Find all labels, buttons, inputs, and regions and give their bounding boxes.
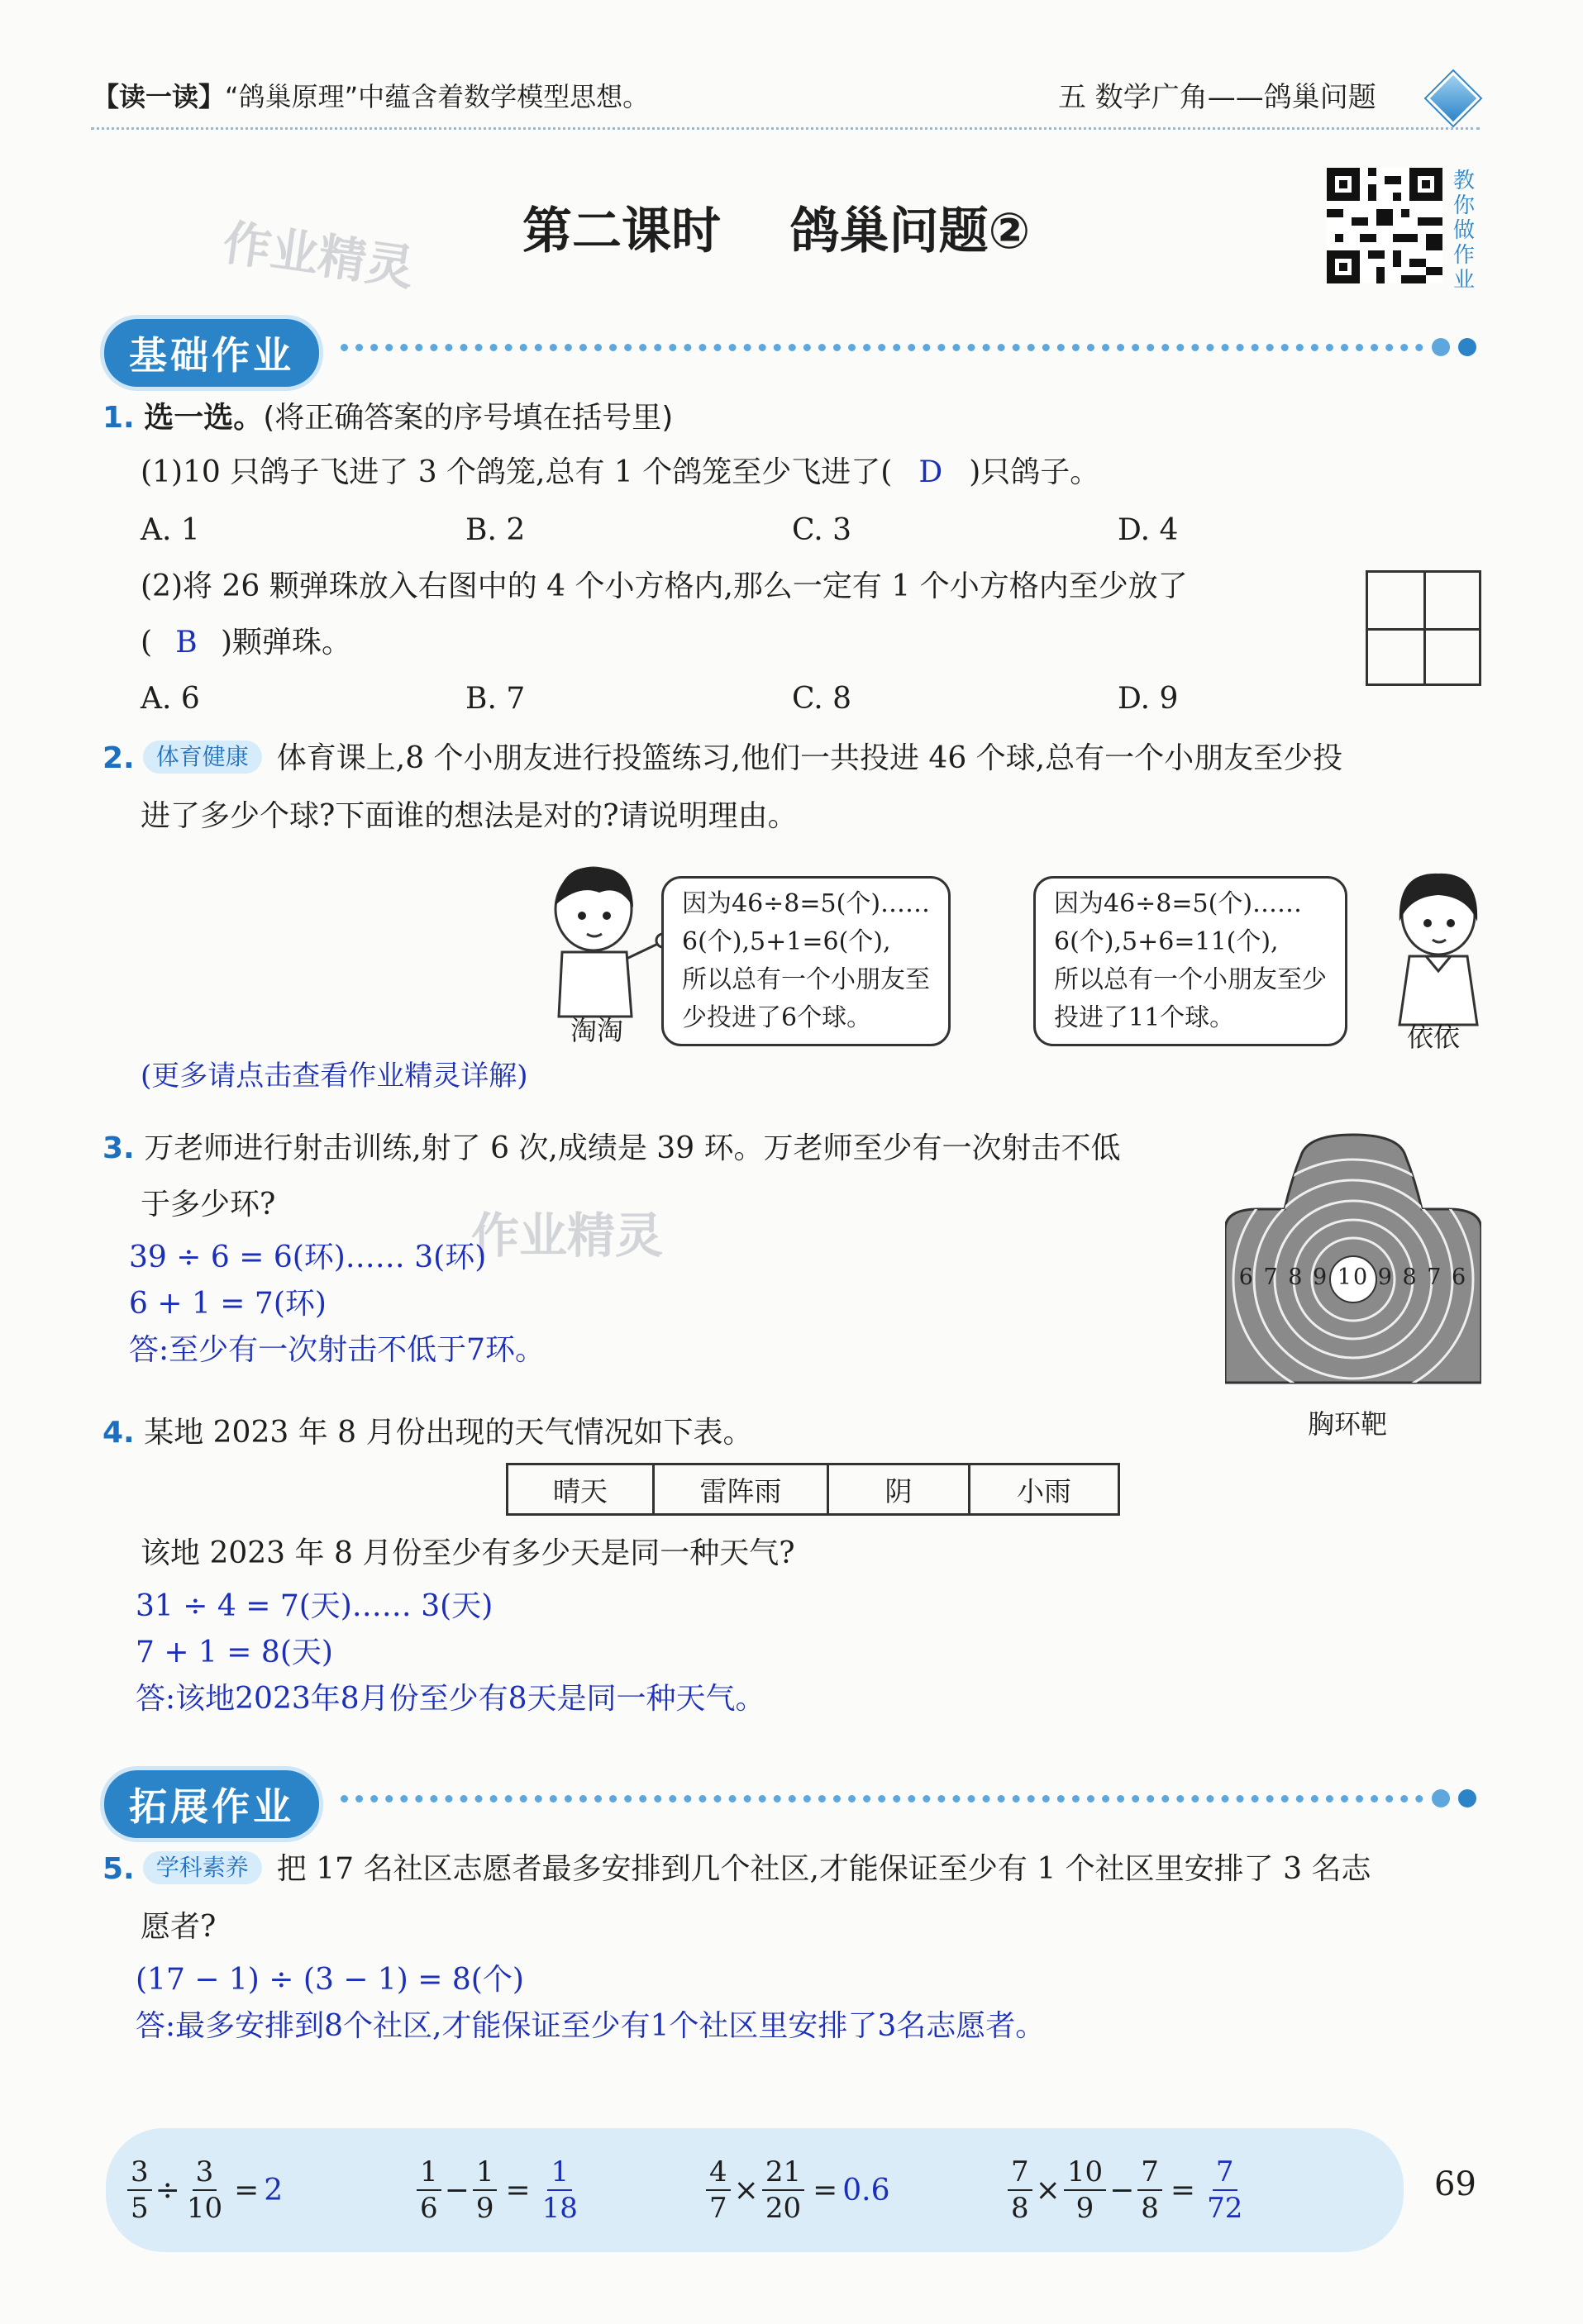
q3-line1 [103, 1131, 1121, 1166]
calc3-op: × [733, 2173, 759, 2207]
boy-name: 淘淘 [570, 1015, 624, 1046]
q1-number: 1. [103, 401, 135, 435]
calc2-ans-den: 18 [541, 2192, 578, 2225]
bubble1-line4: 少投进了6个球。 [682, 1003, 872, 1032]
weather-sunny: 晴天 [508, 1464, 654, 1515]
q1-sub2-line2 [141, 625, 351, 660]
target-caption: 胸环靶 [1308, 1408, 1388, 1440]
read-text: “鸽巢原理”中蕴含着数学模型思想。 [225, 81, 650, 112]
q5-text1: 把 17 名社区志愿者最多安排到几个社区,才能保证至少有 1 个社区里安排了 3 名志 [276, 1852, 1371, 1886]
bubble2-line4: 投进了11个球。 [1054, 1003, 1235, 1032]
calc4-c-den: 8 [1141, 2192, 1159, 2225]
bubble2-line1: 因为46÷8=5(个)…… [1054, 889, 1303, 918]
section-basic-dot [1432, 338, 1450, 356]
calc2-a-den: 6 [420, 2192, 438, 2225]
footer-calc-4 [1004, 2141, 1249, 2240]
calc4-op: × [1035, 2173, 1061, 2207]
q2-detail-link[interactable]: (更多请点击查看作业精灵详解) [141, 1060, 528, 1093]
calc2-eq: = [505, 2173, 531, 2207]
q1-sub1-before: (1)10 只鸽子飞进了 3 个鸽笼,总有 1 个鸽笼至少飞进了( [141, 455, 893, 489]
watermark-top: 作业精灵 [219, 214, 417, 297]
q4-text1: 某地 2023 年 8 月份出现的天气情况如下表。 [144, 1416, 753, 1450]
q5-number: 5. [103, 1852, 135, 1886]
section-extend: 拓展作业 [104, 1770, 319, 1838]
four-square-grid [1366, 570, 1481, 686]
boy-illustration [529, 860, 670, 1025]
q1-sub2-option-b[interactable]: B. 7 [465, 682, 526, 716]
bubble2-line2: 6(个),5+6=11(个), [1054, 927, 1279, 956]
header-divider [91, 127, 1480, 130]
calc1-b-num: 3 [193, 2158, 217, 2191]
section-basic-dot-end [1458, 338, 1476, 356]
chapter-title: 五 数学广角——鸽巢问题 [1058, 81, 1376, 114]
calc1-op: ÷ [155, 2173, 180, 2207]
q1-sub2-answer[interactable]: B [175, 626, 198, 660]
q4-answer1: 31 ÷ 4 = 7(天)…… 3(天) [136, 1589, 493, 1623]
girl-name: 依依 [1407, 1022, 1461, 1053]
q1-sub1-option-d[interactable]: D. 4 [1118, 513, 1179, 547]
q2-tag: 体育健康 [143, 741, 262, 774]
target-illustration [1225, 1131, 1481, 1387]
calc3-eq: = [813, 2173, 838, 2207]
section-basic: 基础作业 [104, 319, 319, 387]
q1-sub1-answer[interactable]: D [918, 455, 943, 489]
calc3-b-den: 20 [765, 2192, 802, 2225]
calc2-ans-num: 1 [547, 2158, 572, 2191]
weather-table [506, 1463, 1120, 1516]
section-basic-dots [341, 344, 1423, 351]
calc4-ans-num: 7 [1213, 2158, 1237, 2191]
weather-cloudy: 阴 [828, 1464, 970, 1515]
calc1-eq: = [234, 2173, 260, 2207]
girl-illustration [1385, 864, 1492, 1029]
weather-light-rain: 小雨 [970, 1464, 1119, 1515]
bubble2-line3: 所以总有一个小朋友至少 [1054, 965, 1327, 994]
bubble-yiyi [1033, 876, 1347, 1046]
calc2-b-num: 1 [473, 2158, 498, 2191]
calc1-a-num: 3 [127, 2158, 152, 2191]
bubble1-line3: 所以总有一个小朋友至 [682, 965, 930, 994]
q1-sub2-option-c[interactable]: C. 8 [792, 682, 852, 716]
calc2-op: − [444, 2173, 470, 2207]
calc3-answer: 0.6 [842, 2173, 890, 2207]
q1-sub2-open: ( [141, 626, 153, 660]
calc4-b-num: 10 [1064, 2158, 1106, 2191]
calc3-a-den: 7 [709, 2192, 727, 2225]
q3-text1: 万老师进行射击训练,射了 6 次,成绩是 39 环。万老师至少有一次射击不低 [144, 1131, 1121, 1165]
q4-answer3: 答:该地2023年8月份至少有8天是同一种天气。 [136, 1682, 765, 1716]
calc4-a-num: 7 [1008, 2158, 1032, 2191]
q3-answer1: 39 ÷ 6 = 6(环)…… 3(环) [129, 1241, 487, 1274]
q1-sub2-option-a[interactable]: A. 6 [141, 682, 200, 716]
read-tag: 【读一读】 [93, 81, 226, 112]
calc3-b-num: 21 [762, 2158, 804, 2191]
q2-number: 2. [103, 741, 135, 775]
qr-code-icon[interactable] [1327, 168, 1442, 283]
q1-sub1-option-a[interactable]: A. 1 [141, 513, 200, 547]
q5-tag: 学科素养 [143, 1851, 262, 1884]
calc3-a-num: 4 [706, 2158, 731, 2191]
calc1-answer: 2 [264, 2173, 284, 2207]
footer-calc-1 [124, 2141, 283, 2240]
q1-sub1 [141, 455, 1099, 490]
bubble-taotao [661, 876, 951, 1046]
q4-question: 该地 2023 年 8 月份至少有多少天是同一种天气? [141, 1536, 795, 1570]
qr-caption: 教你做作业 [1453, 169, 1476, 293]
calc4-b-den: 9 [1075, 2192, 1094, 2225]
header-left [93, 81, 649, 112]
q2-text1: 体育课上,8 个小朋友进行投篮练习,他们一共投进 46 个球,总有一个小朋友至少投 [276, 741, 1343, 775]
watermark-mid: 作业精灵 [471, 1207, 664, 1264]
calc4-ans-den: 72 [1207, 2192, 1243, 2225]
q1-instruction: (将正确答案的序号填在括号里) [263, 401, 674, 435]
calc4-c-num: 7 [1137, 2158, 1162, 2191]
bubble1-line2: 6(个),5+1=6(个), [682, 927, 891, 956]
page-title: 第二课时 鸽巢问题② [522, 202, 1031, 260]
q4-answer2: 7 + 1 = 8(天) [136, 1636, 333, 1669]
section-extend-dots [341, 1795, 1423, 1803]
q1-sub2-line1: (2)将 26 颗弹珠放入右图中的 4 个小方格内,那么一定有 1 个小方格内至少放了 [141, 569, 1188, 603]
q1-sub1-option-c[interactable]: C. 3 [792, 513, 852, 547]
weather-thunderstorm: 雷阵雨 [654, 1464, 828, 1515]
q3-answer3: 答:至少有一次射击不低于7环。 [129, 1333, 546, 1367]
bubble1-line1: 因为46÷8=5(个)…… [682, 889, 931, 918]
q2-line2: 进了多少个球?下面谁的想法是对的?请说明理由。 [141, 799, 798, 833]
calc4-eq: = [1170, 2173, 1196, 2207]
footer-calc-3 [703, 2141, 890, 2240]
section-extend-dot-end [1458, 1789, 1476, 1807]
q3-line2: 于多少环? [141, 1188, 276, 1222]
q4-number: 4. [103, 1416, 135, 1450]
q4-line1 [103, 1415, 752, 1450]
calc1-a-den: 5 [131, 2192, 149, 2225]
calc1-b-den: 10 [186, 2192, 223, 2225]
q1-sub2-after: )颗弹珠。 [220, 626, 351, 660]
q1-title: 选一选。 [144, 401, 264, 435]
q1-title-line [103, 400, 673, 436]
calc2-b-den: 9 [475, 2192, 494, 2225]
q3-answer2: 6 + 1 = 7(环) [129, 1287, 327, 1321]
section-extend-dot [1432, 1789, 1450, 1807]
target-ring-numbers: 6 7 8 9 10 9 8 7 6 [1238, 1264, 1468, 1290]
calc4-op2: − [1109, 2173, 1135, 2207]
q5-answer2: 答:最多安排到8个社区,才能保证至少有1个社区里安排了3名志愿者。 [136, 2009, 1046, 2043]
footer-calc-2 [413, 2141, 584, 2240]
q5-line2: 愿者? [141, 1910, 217, 1944]
page-number: 69 [1434, 2165, 1476, 2203]
calc4-a-den: 8 [1011, 2192, 1029, 2225]
q5-answer1: (17 − 1) ÷ (3 − 1) = 8(个) [136, 1963, 524, 1997]
q5-line1 [103, 1851, 1371, 1887]
q1-sub1-option-b[interactable]: B. 2 [465, 513, 526, 547]
q3-number: 3. [103, 1131, 135, 1165]
calc2-a-num: 1 [417, 2158, 441, 2191]
q1-sub1-after: )只鸽子。 [969, 455, 1100, 489]
q2-line1 [103, 741, 1342, 776]
q1-sub2-option-d[interactable]: D. 9 [1118, 682, 1179, 716]
diamond-icon [1426, 71, 1480, 125]
